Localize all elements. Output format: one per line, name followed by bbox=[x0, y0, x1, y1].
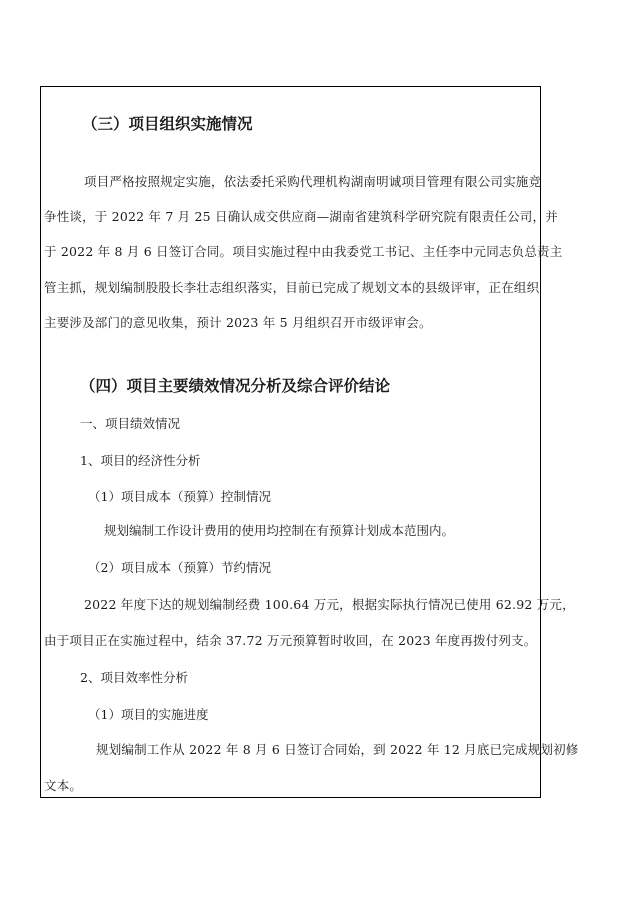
paragraph-cost-saving-line-2: 由于项目正在实施过程中，结余 37.72 万元预算暂时收回，在 2023 年度再拨付列支。 bbox=[44, 633, 537, 648]
section-3-paragraph-line-4: 管主抓，规划编制股股长李壮志组织落实，目前已完成了规划文本的县级评审，正在组织 bbox=[44, 280, 540, 295]
section-3-paragraph-line-5: 主要涉及部门的意见收集，预计 2023 年 5 月组织召开市级评审会。 bbox=[44, 315, 432, 330]
paragraph-cost-control: 规划编制工作设计费用的使用均控制在有预算计划成本范围内。 bbox=[104, 523, 455, 538]
section-3-paragraph-line-2: 争性谈，于 2022 年 7 月 25 日确认成交供应商—湖南省建筑科学研究院有限责任公司，并 bbox=[44, 209, 558, 224]
paragraph-cost-saving-line-1: 2022 年度下达的规划编制经费 100.64 万元，根据实际执行情况已使用 62.92 万元， bbox=[84, 597, 575, 612]
section-3-heading: （三）项目组织实施情况 bbox=[82, 115, 253, 133]
paragraph-progress-line-2: 文本。 bbox=[44, 778, 83, 793]
subheading-progress: （1）项目的实施进度 bbox=[88, 707, 209, 722]
subheading-cost-saving: （2）项目成本（预算）节约情况 bbox=[88, 560, 271, 575]
section-4-heading: （四）项目主要绩效情况分析及综合评价结论 bbox=[80, 377, 391, 395]
subheading-economic-analysis: 1、项目的经济性分析 bbox=[80, 453, 201, 468]
subheading-cost-control: （1）项目成本（预算）控制情况 bbox=[88, 489, 271, 504]
section-3-paragraph-line-1: 项目严格按照规定实施，依法委托采购代理机构湖南明诚项目管理有限公司实施竞 bbox=[84, 174, 542, 189]
section-3-paragraph-line-3: 于 2022 年 8 月 6 日签订合同。项目实施过程中由我委党工书记、主任李中元同志负总责主 bbox=[44, 244, 563, 259]
subheading-efficiency-analysis: 2、项目效率性分析 bbox=[80, 670, 188, 685]
paragraph-progress-line-1: 规划编制工作从 2022 年 8 月 6 日签订合同始，到 2022 年 12 月底已完成规划初修 bbox=[96, 742, 579, 757]
subheading-performance: 一、项目绩效情况 bbox=[80, 416, 181, 431]
document-frame bbox=[40, 86, 541, 798]
